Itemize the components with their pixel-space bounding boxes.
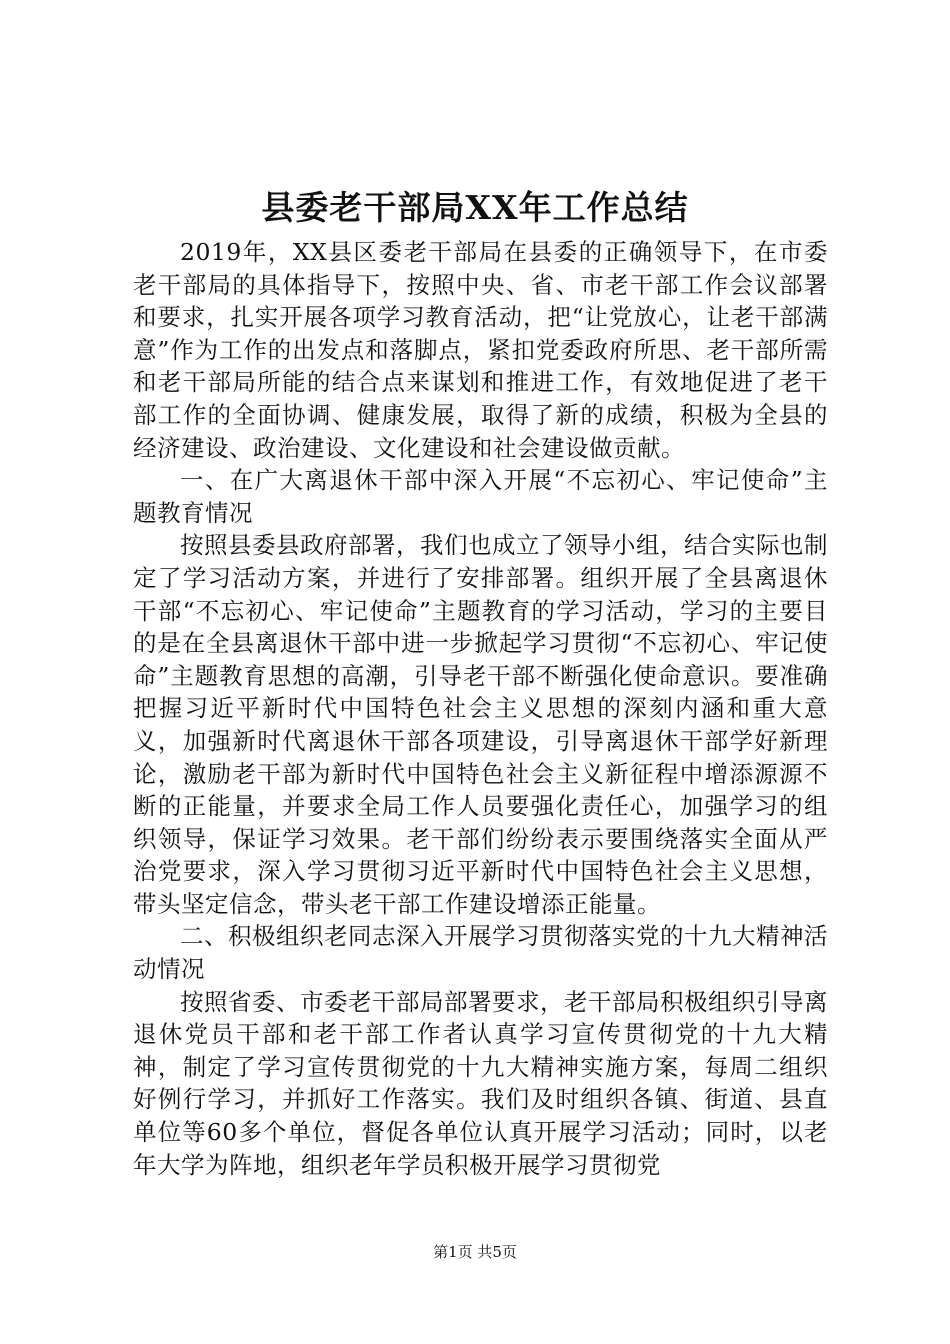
section-heading-1: 一、在广大离退休干部中深入开展“不忘初心、牢记使命”主题教育情况 — [133, 466, 828, 527]
document-body — [133, 236, 828, 1181]
section-heading-2: 二、积极组织老同志深入开展学习贯彻落实党的十九大精神活动情况 — [133, 922, 828, 984]
section-2-paragraph: 按照省委、市委老干部局部署要求，老干部局积极组织引导离退休党员干部和老干部工作者认真学习宣传贯彻党的十九大精神，制定了学习宣传贯彻党的十九大精神实施方案，每周二组织好例行学习，并抓好工作落实。我们及时组织各镇、街道、县直单位等60多个单位，督促各单位认真开展学习活动；同时，以老年大学为阵地，组织老年学员积极开展学习贯彻党 — [133, 987, 828, 1179]
section-1-paragraph: 按照县委县政府部署，我们也成立了领导小组，结合实际也制定了学习活动方案，并进行了安排部署。组织开展了全县离退休干部“不忘初心、牢记使命”主题教育的学习活动，学习的主要目的是在全县离退休干部中进一步掀起学习贯彻“不忘初心、牢记使命”主题教育思想的高潮，引导老干部不断强化使命意识。要准确把握习近平新时代中国特色社会主义思想的深刻内涵和重大意义，加强新时代离退休干部各项建设，引导离退休干部学好新理论，激励老干部为新时代中国特色社会主义新征程中增添源源不断的正能量，并要求全局工作人员要强化责任心，加强学习的组织领导，保证学习效果。老干部们纷纷表示要围绕落实全面从严治党要求，深入学习贯彻习近平新时代中国特色社会主义思想，带头坚定信念，带头老干部工作建设增添正能量。 — [133, 531, 828, 918]
document-title: 县委老干部局XX年工作总结 — [261, 188, 689, 227]
page-number-footer: 第1页 共5页 — [433, 1243, 517, 1261]
intro-paragraph: 2019年，XX县区委老干部局在县委的正确领导下，在市委老干部局的具体指导下，按照中央、省、市老干部工作会议部署和要求，扎实开展各项学习教育活动，把“让党放心，让老干部满意”作为工作的出发点和落脚点，紧扣党委政府所思、老干部所需和老干部局所能的结合点来谋划和推进工作，有效地促进了老干部工作的全面协调、健康发展，取得了新的成绩，积极为全县的经济建设、政治建设、文化建设和社会建设做贡献。 — [133, 238, 828, 462]
